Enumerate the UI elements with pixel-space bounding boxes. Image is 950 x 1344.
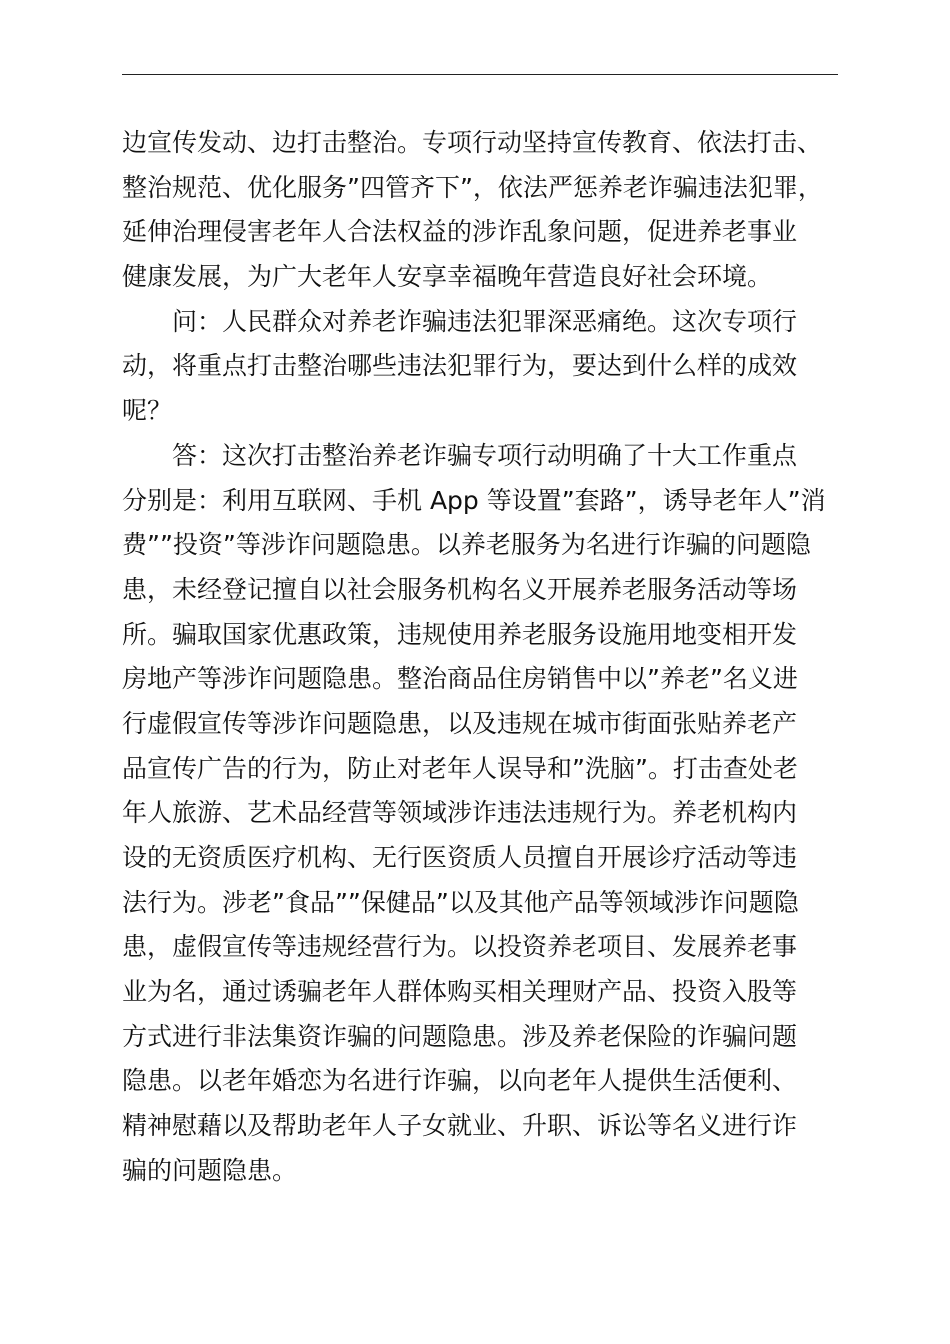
paragraph-answer [122,434,838,1194]
text-line: 动，将重点打击整治哪些违法犯罪行为，要达到什么样的成效 [122,351,798,381]
text-line: 房地产等涉诈问题隐患。整治商品住房销售中以”养老”名义进 [122,664,798,694]
text-line: 呢？ [122,396,173,426]
text-line: 品宣传广告的行为，防止对老年人误导和”洗脑”。打击查处老 [122,753,798,783]
text-line: 答：这次打击整治养老诈骗专项行动明确了十大工作重点 [172,440,798,470]
text-line: 法行为。涉老”食品””保健品”以及其他产品等领域涉诈问题隐 [122,887,799,917]
text-line: 年人旅游、艺术品经营等领域涉诈违法违规行为。养老机构内 [122,798,798,828]
paragraph-question [122,300,838,434]
text-line: 骗的问题隐患。 [122,1155,298,1185]
text-line: 费””投资”等涉诈问题隐患。以养老服务为名进行诈骗的问题隐 [122,530,811,560]
paragraph-continuation [122,121,838,300]
header-rule [122,74,838,75]
text-line: 精神慰藉以及帮助老年人子女就业、升职、诉讼等名义进行诈 [122,1111,798,1141]
text-line: 健康发展，为广大老年人安享幸福晚年营造良好社会环境。 [122,262,773,292]
text-line: 边宣传发动、边打击整治。专项行动坚持宣传教育、依法打击、 [122,128,823,157]
text-line: 患，未经登记擅自以社会服务机构名义开展养老服务活动等场 [122,574,798,604]
text-line: 分别是：利用互联网、手机 App 等设置”套路”，诱导老年人”消 [122,485,826,515]
text-line: 整治规范、优化服务”四管齐下”，依法严惩养老诈骗违法犯罪， [122,172,823,202]
text-line: 行虚假宣传等涉诈问题隐患，以及违规在城市街面张贴养老产 [122,708,798,738]
text-line: 设的无资质医疗机构、无行医资质人员擅自开展诊疗活动等违 [122,843,798,872]
text-line: 患，虚假宣传等违规经营行为。以投资养老项目、发展养老事 [122,932,798,962]
text-line: 隐患。以老年婚恋为名进行诈骗，以向老年人提供生活便利、 [122,1066,798,1096]
text-line: 问：人民群众对养老诈骗违法犯罪深恶痛绝。这次专项行 [172,306,798,336]
text-line: 延伸治理侵害老年人合法权益的涉诈乱象问题，促进养老事业 [122,217,798,247]
text-line: 业为名，通过诱骗老年人群体购买相关理财产品、投资入股等 [122,977,798,1007]
document-body [122,121,838,1194]
text-line: 所。骗取国家优惠政策，违规使用养老服务设施用地变相开发 [122,619,798,649]
text-line: 方式进行非法集资诈骗的问题隐患。涉及养老保险的诈骗问题 [122,1021,798,1051]
